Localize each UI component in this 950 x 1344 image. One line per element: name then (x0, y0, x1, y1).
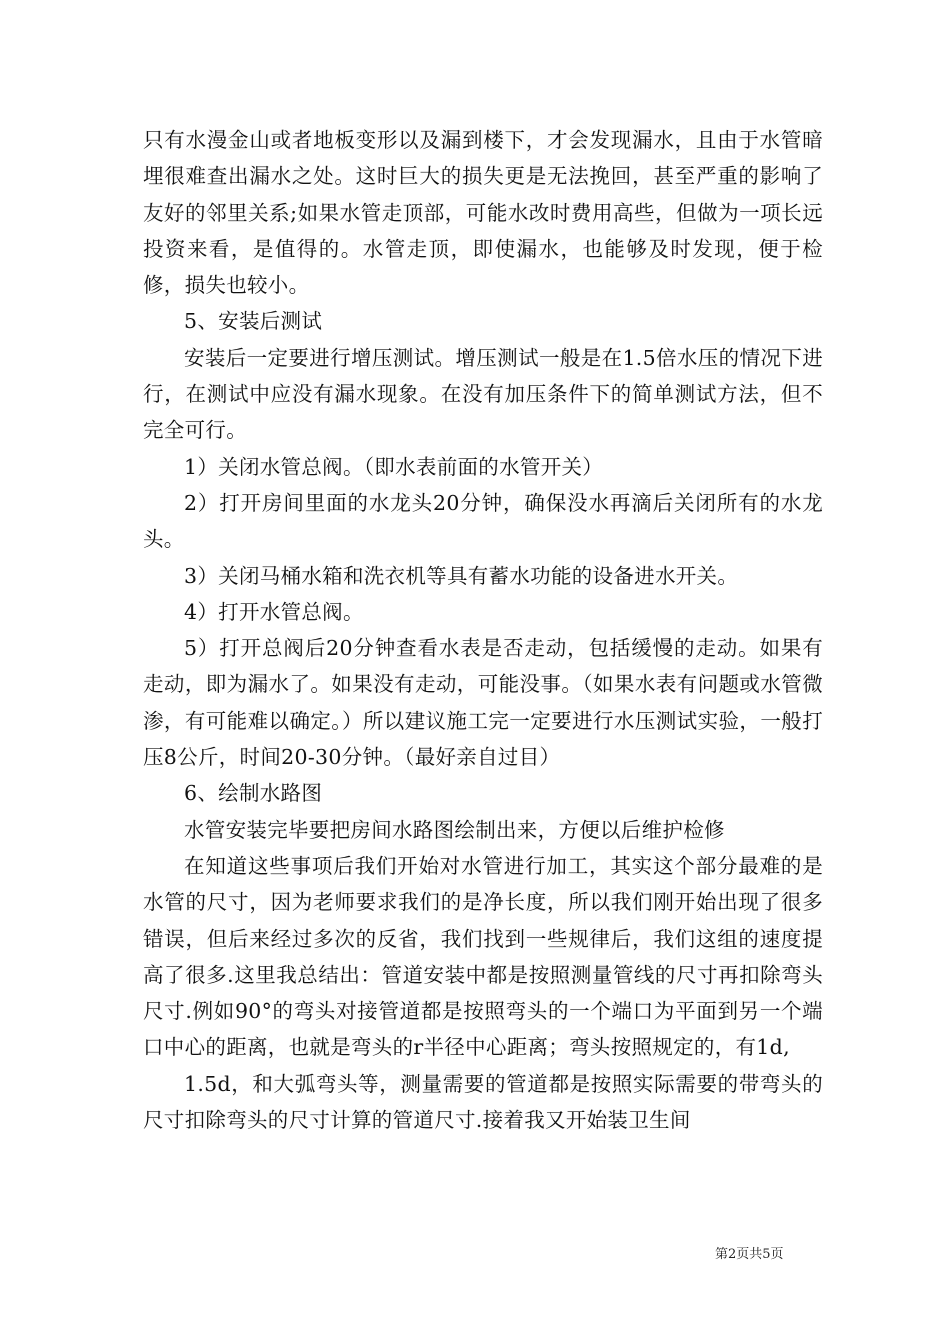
heading-water-route-diagram: 6、绘制水路图 (184, 781, 323, 806)
paragraph-pressure-test: 安装后一定要进行增压测试。增压测试一般是在1.5倍水压的情况下进行，在测试中应没有漏水现象。在没有加压条件下的简单测试方法，但不完全可行。 (143, 345, 823, 443)
step-3: 3）关闭马桶水箱和洗衣机等具有蓄水功能的设备进水开关。 (184, 563, 739, 588)
step-1: 1）关闭水管总阀。（即水表前面的水管开关） (184, 454, 604, 479)
step-5: 5）打开总阀后20分钟查看水表是否走动，包括缓慢的走动。如果有走动，即为漏水了。如果没有走动，可能没事。（如果水表有问题或水管微渗，有可能难以确定。）所以建议施工完一定要进行水压测试实验，一般打压8公斤，时间20-30分钟。（最好亲自过目） (143, 636, 823, 770)
paragraph-diagram-note: 水管安装完毕要把房间水路图绘制出来，方便以后维护检修 (184, 817, 725, 842)
document-body (143, 122, 823, 1138)
paragraph-pipe-processing: 在知道这些事项后我们开始对水管进行加工，其实这个部分最难的是水管的尺寸，因为老师要求我们的是净长度，所以我们刚开始出现了很多错误，但后来经过多次的反省，我们找到一些规律后，我们这组的速度提高了很多.这里我总结出：管道安装中都是按照测量管线的尺寸再扣除弯头尺寸.例如90°的弯头对接管道都是按照弯头的一个端口为平面到另一个端口中心的距离，也就是弯头的r半径中心距离；弯头按照规定的，有1d, (143, 853, 823, 1060)
paragraph-leak-discussion: 只有水漫金山或者地板变形以及漏到楼下，才会发现漏水，且由于水管暗埋很难查出漏水之处。这时巨大的损失更是无法挽回，甚至严重的影响了友好的邻里关系;如果水管走顶部，可能水改时费用高些，但做为一项长远投资来看，是值得的。水管走顶，即使漏水，也能够及时发现，便于检修，损失也较小。 (143, 128, 823, 298)
step-4: 4）打开水管总阀。 (184, 599, 364, 624)
page-number-footer: 第2页共5页 (715, 1247, 784, 1262)
step-2: 2）打开房间里面的水龙头20分钟，确保没水再滴后关闭所有的水龙头。 (143, 490, 823, 552)
paragraph-elbow-measurement: 1.5d，和大弧弯头等，测量需要的管道都是按照实际需要的带弯头的尺寸扣除弯头的尺寸计算的管道尺寸.接着我又开始装卫生间 (143, 1071, 823, 1133)
heading-post-install-test: 5、安装后测试 (184, 309, 323, 334)
